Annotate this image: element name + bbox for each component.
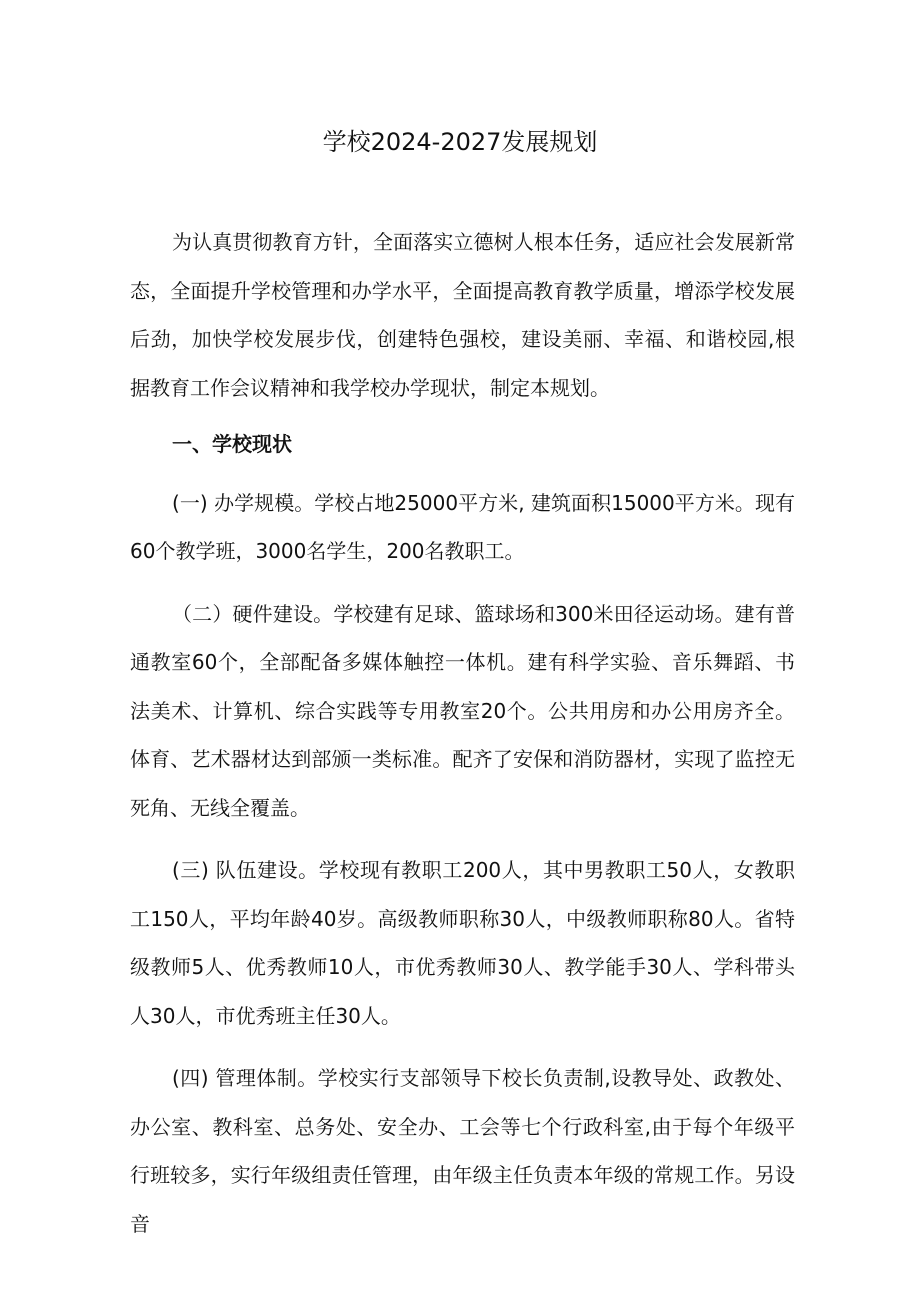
document-title: 学校2024-2027发展规划 bbox=[322, 128, 598, 156]
paragraph-school-scale: (一) 办学规模。学校占地25000平方米, 建筑面积15000平方米。现有60个教学班，3000名学生，200名教职工。 bbox=[130, 490, 795, 563]
paragraph-management: (四) 管理体制。学校实行支部领导下校长负责制,设教导处、政教处、办公室、教科室、总务处、安全办、工会等七个行政科室,由于每个年级平行班较多，实行年级组责任管理，由年级主任负责本年级的常规工作。另设音 bbox=[130, 1066, 795, 1236]
section-heading-current-status: 一、学校现状 bbox=[172, 432, 292, 456]
document-body bbox=[130, 218, 795, 1248]
paragraph-staff: (三) 队伍建设。学校现有教职工200人，其中男教职工50人，女教职工150人，平均年龄40岁。高级教师职称30人，中级教师职称80人。省特级教师5人、优秀教师10人，市优秀教师30人、教学能手30人、学科带头人30人，市优秀班主任30人。 bbox=[130, 858, 795, 1028]
intro-paragraph: 为认真贯彻教育方针，全面落实立德树人根本任务，适应社会发展新常态，全面提升学校管理和办学水平，全面提高教育教学质量，增添学校发展后劲，加快学校发展步伐，创建特色强校，建设美丽、幸福、和谐校园,根据教育工作会议精神和我学校办学现状，制定本规划。 bbox=[130, 230, 795, 400]
paragraph-hardware: （二）硬件建设。学校建有足球、篮球场和300米田径运动场。建有普通教室60个，全部配备多媒体触控一体机。建有科学实验、音乐舞蹈、书法美术、计算机、综合实践等专用教室20个。公共用房和办公用房齐全。体育、艺术器材达到部颁一类标准。配齐了安保和消防器材，实现了监控无死角、无线全覆盖。 bbox=[130, 601, 795, 820]
